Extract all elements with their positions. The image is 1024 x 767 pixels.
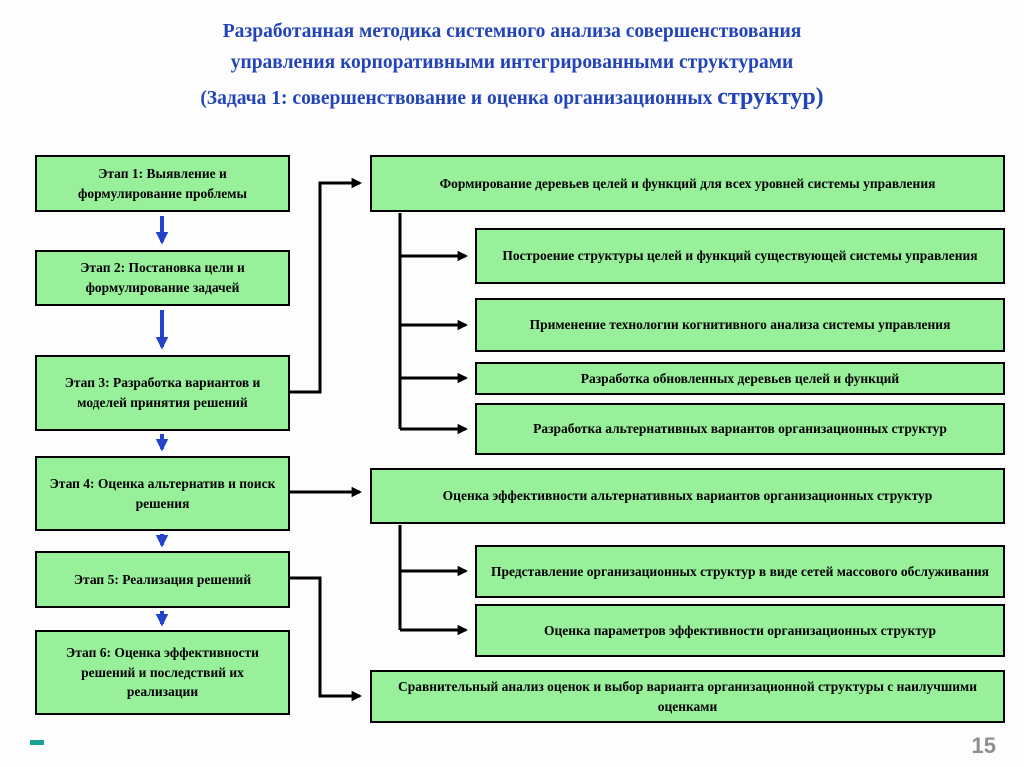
stage-2-box: Этап 2: Постановка цели и формулирование задачей xyxy=(35,250,290,306)
title-line-3 xyxy=(30,78,994,116)
step-5-box: Разработка альтернативных вариантов организационных структур xyxy=(475,403,1005,455)
connector-stage3-step1 xyxy=(290,183,360,392)
stage-6-box: Этап 6: Оценка эффективности решений и последствий их реализации xyxy=(35,630,290,715)
connector-stage5-step9 xyxy=(290,578,360,696)
decor-dash xyxy=(30,740,44,745)
step-1-box: Формирование деревьев целей и функций для всех уровней системы управления xyxy=(370,155,1005,212)
step-2-box: Построение структуры целей и функций существующей системы управления xyxy=(475,228,1005,284)
step-4-box: Разработка обновленных деревьев целей и функций xyxy=(475,362,1005,395)
title-line-3-emphasis: структур) xyxy=(717,84,824,111)
step-6-box: Оценка эффективности альтернативных вариантов организационных структур xyxy=(370,468,1005,524)
step-3-box: Применение технологии когнитивного анализа системы управления xyxy=(475,298,1005,352)
step-9-box: Сравнительный анализ оценок и выбор варианта организационной структуры с наилучшими оценками xyxy=(370,670,1005,723)
step-connectors xyxy=(290,183,466,696)
title-line-2: управления корпоративными интегрированными структурами xyxy=(230,52,794,74)
slide-title xyxy=(30,16,994,117)
stage-1-box: Этап 1: Выявление и формулирование проблемы xyxy=(35,155,290,212)
page-number: 15 xyxy=(971,733,996,758)
stage-3-box: Этап 3: Разработка вариантов и моделей принятия решений xyxy=(35,355,290,431)
stage-4-box: Этап 4: Оценка альтернатив и поиск решения xyxy=(35,456,290,531)
step-8-box: Оценка параметров эффективности организационных структур xyxy=(475,604,1005,657)
title-line-3-text: (Задача 1: совершенствование и оценка организационных xyxy=(200,88,718,110)
title-line-1: Разработанная методика системного анализа совершенствования xyxy=(222,21,802,42)
stage-5-box: Этап 5: Реализация решений xyxy=(35,551,290,608)
step-7-box: Представление организационных структур в виде сетей массового обслуживания xyxy=(475,545,1005,598)
